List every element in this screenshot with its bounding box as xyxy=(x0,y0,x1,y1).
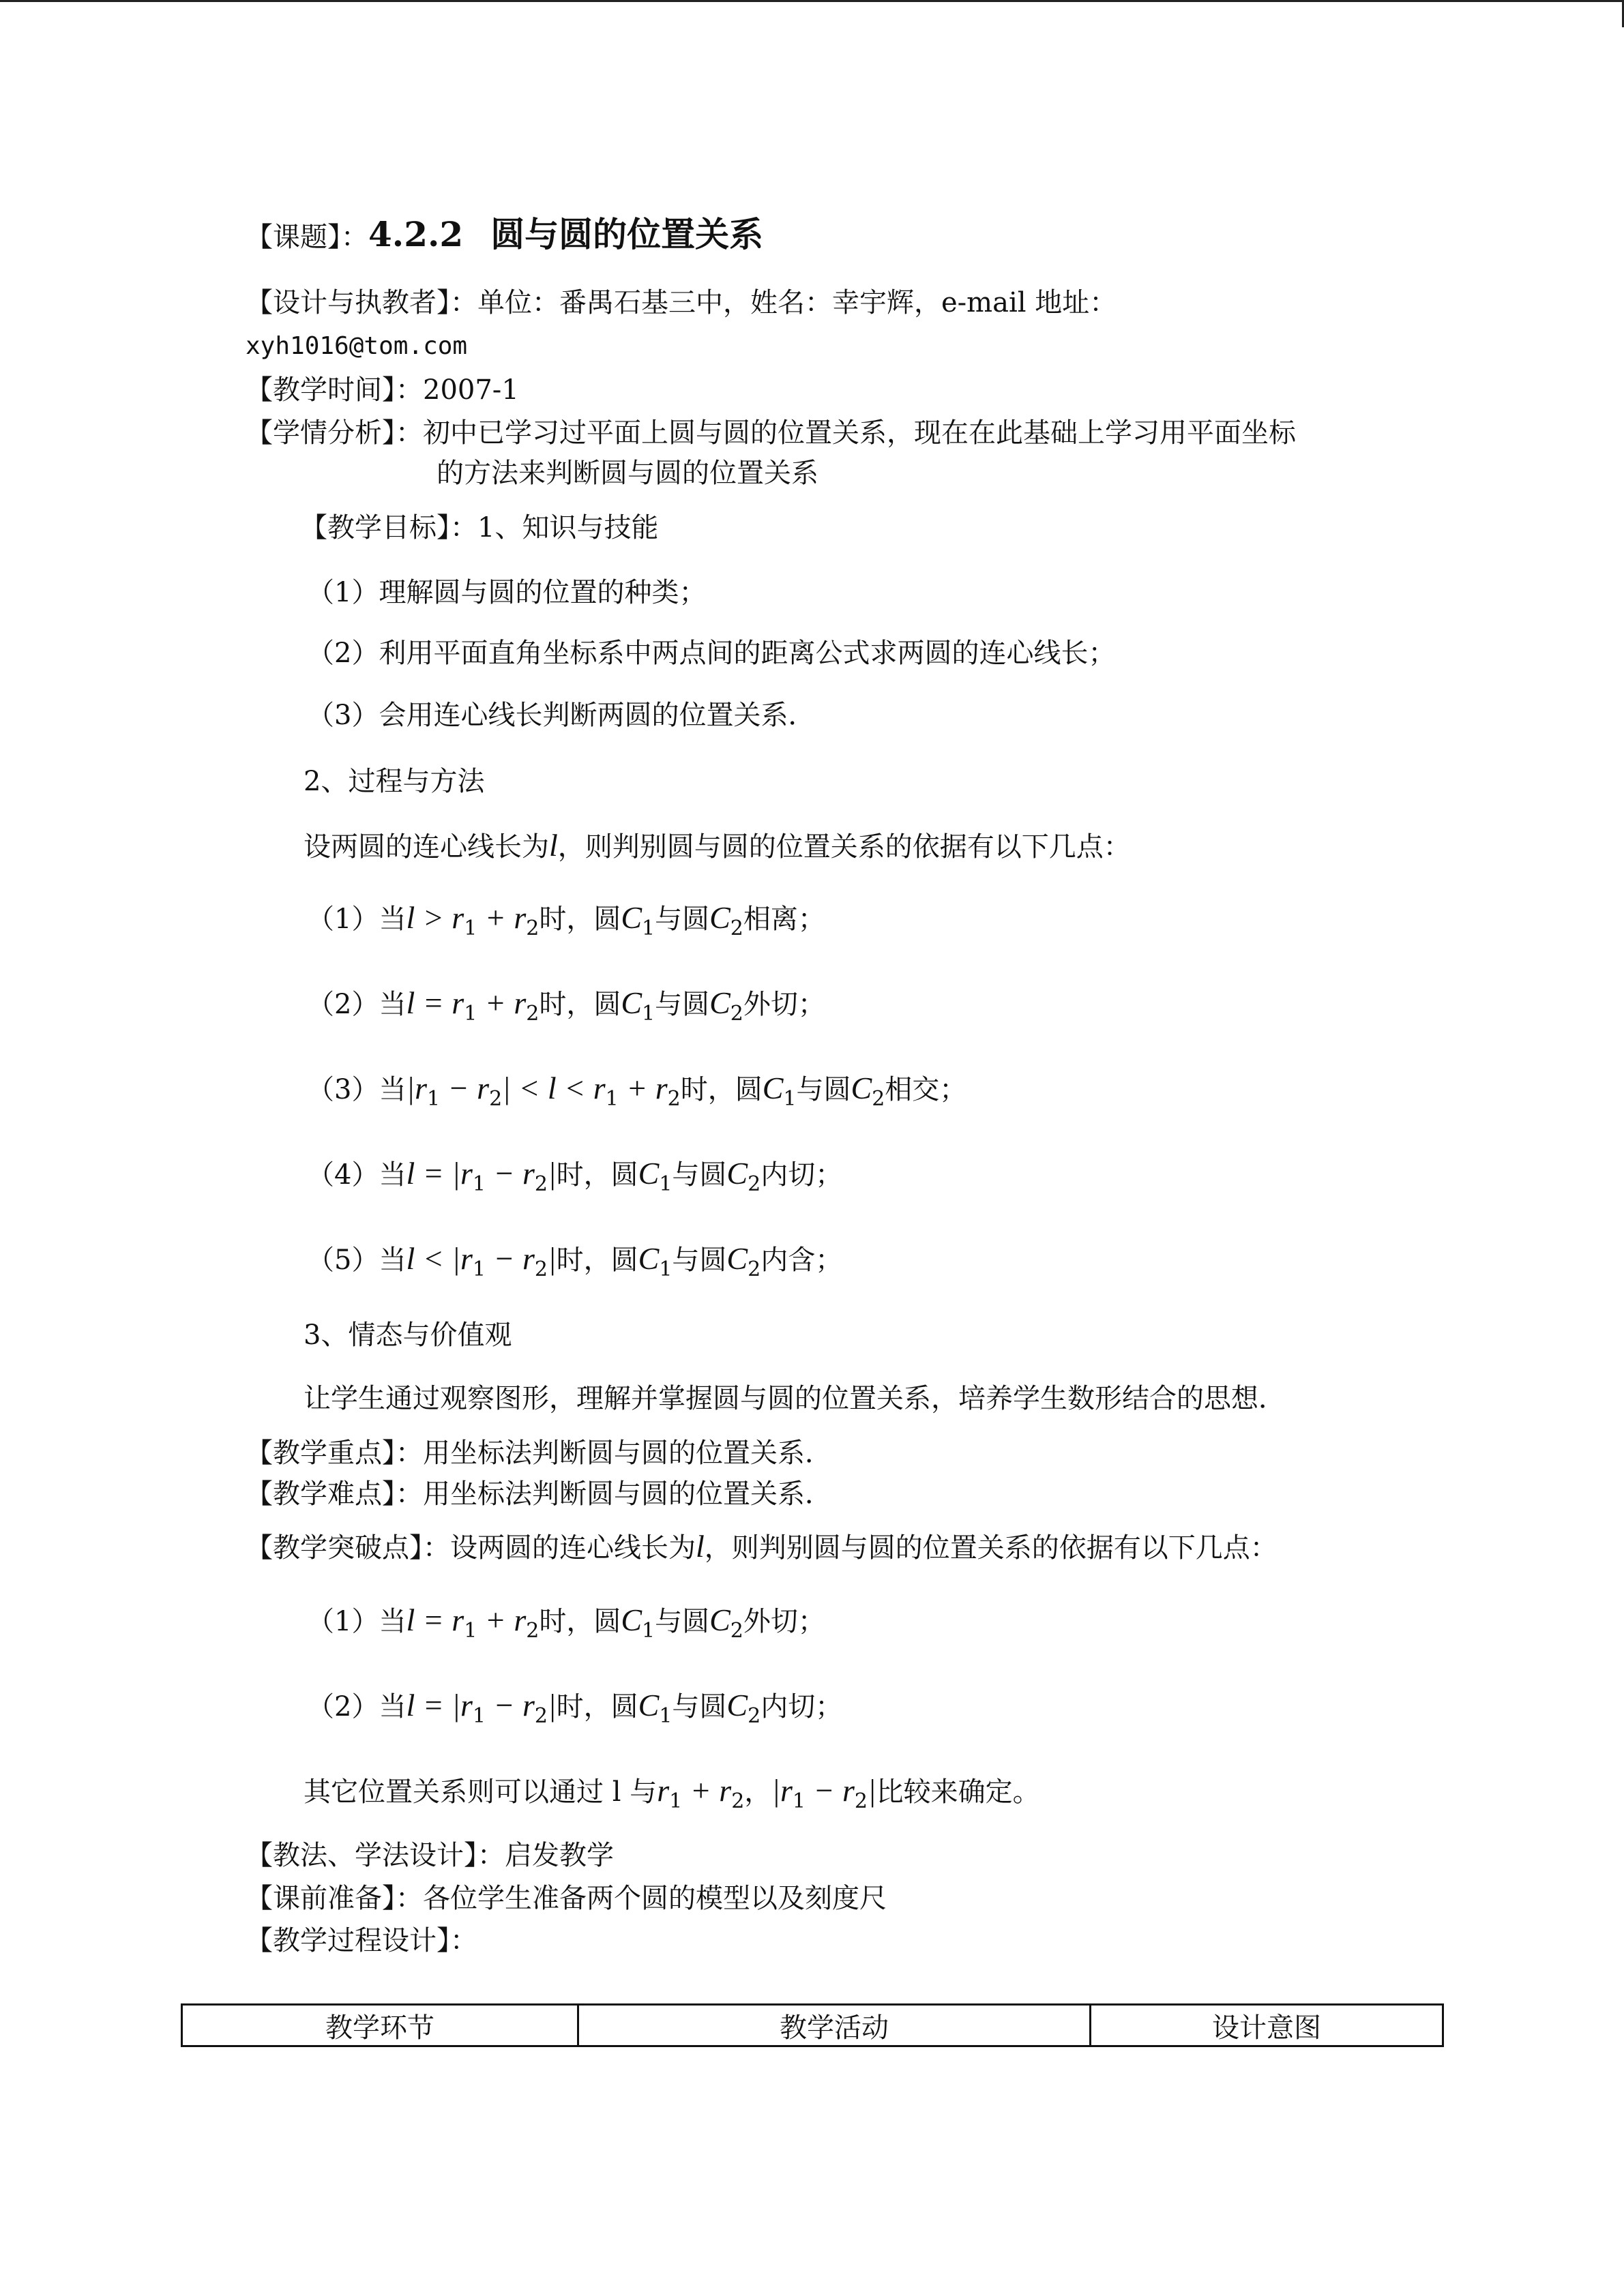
math-sub: 1 xyxy=(642,1619,655,1643)
process-design-label: 【教学过程设计】： xyxy=(246,1925,477,1956)
and-text: 与圆 xyxy=(672,1244,727,1276)
math-r: r xyxy=(477,1071,490,1105)
math-r: r xyxy=(593,1071,606,1105)
math-r: r xyxy=(460,1241,473,1276)
math-bar: | xyxy=(771,1773,780,1808)
math-r: r xyxy=(415,1071,428,1105)
teaching-time-line xyxy=(246,372,519,408)
process-title: 2、过程与方法 xyxy=(304,766,485,797)
condition-2 xyxy=(307,985,825,1032)
math-sub: 1 xyxy=(464,1002,477,1026)
condition-num: （1）当 xyxy=(307,1606,407,1637)
breakthrough-other xyxy=(304,1773,1040,1819)
condition-1 xyxy=(307,900,825,946)
knowledge-item-1: （1）理解圆与圆的位置的种类； xyxy=(307,577,707,608)
math-bar: | xyxy=(547,1241,557,1276)
math-op: = xyxy=(415,1688,452,1723)
relation-text: 内含； xyxy=(761,1244,843,1276)
math-l: l xyxy=(406,1156,415,1191)
math-bar: | xyxy=(502,1071,511,1105)
condition-num: （2）当 xyxy=(307,1691,407,1723)
math-op: > xyxy=(415,900,452,935)
math-sub: 2 xyxy=(730,916,743,940)
math-bar: | xyxy=(406,1071,415,1105)
and-text: 与圆 xyxy=(672,1691,727,1723)
math-bar: | xyxy=(547,1688,557,1723)
math-op: + xyxy=(477,985,514,1020)
math-sub: 1 xyxy=(464,1619,477,1643)
designer-text: 单位：番禺石基三中，姓名：幸宇辉，e-mail 地址： xyxy=(477,287,1117,318)
condition-3 xyxy=(307,1071,966,1117)
math-bar: | xyxy=(452,1156,460,1191)
math-bar: | xyxy=(452,1688,460,1723)
math-c: C xyxy=(621,1602,643,1637)
math-l: l xyxy=(406,900,415,935)
math-c: C xyxy=(621,900,643,935)
condition-num: （1）当 xyxy=(307,904,407,935)
math-sub: 2 xyxy=(748,1257,761,1281)
math-r: r xyxy=(460,1688,473,1723)
math-sub: 1 xyxy=(605,1087,619,1111)
math-c: C xyxy=(709,985,730,1020)
when-text: 时，圆 xyxy=(539,904,621,935)
math-sub: 2 xyxy=(534,1257,548,1281)
math-sub: 2 xyxy=(730,1002,743,1026)
math-op: < xyxy=(556,1071,593,1105)
condition-num: （5）当 xyxy=(307,1244,407,1276)
math-sub: 1 xyxy=(659,1704,673,1728)
designer-line xyxy=(246,285,1117,320)
math-c: C xyxy=(638,1241,660,1276)
math-op: = xyxy=(415,985,452,1020)
other-text-a: 其它位置关系则可以通过 l 与 xyxy=(304,1776,658,1808)
math-op: < xyxy=(510,1071,548,1105)
relation-text: 相离； xyxy=(743,904,825,935)
key-point-label: 【教学重点】： xyxy=(246,1437,423,1469)
math-sub: 2 xyxy=(489,1087,503,1111)
breakthrough-line xyxy=(246,1529,1278,1566)
topic-line xyxy=(246,214,764,255)
math-sub: 2 xyxy=(526,916,540,940)
math-r: r xyxy=(522,1241,535,1276)
math-c: C xyxy=(851,1071,872,1105)
designer-label: 【设计与执教者】： xyxy=(246,287,477,318)
math-op: − xyxy=(440,1071,477,1105)
math-op: + xyxy=(477,900,514,935)
process-table xyxy=(181,2003,1444,2047)
math-op: + xyxy=(477,1602,514,1637)
math-r: r xyxy=(514,1602,527,1637)
math-op: < xyxy=(415,1241,452,1276)
condition-4 xyxy=(307,1156,842,1202)
topic-number: 4.2.2 xyxy=(368,214,464,254)
math-c: C xyxy=(726,1241,748,1276)
math-sub: 2 xyxy=(534,1704,548,1728)
preparation-line xyxy=(246,1881,887,1916)
designer-email: xyh1016@tom.com xyxy=(246,332,468,360)
topic-title: 圆与圆的位置关系 xyxy=(490,214,764,254)
relation-text: 外切； xyxy=(743,989,825,1020)
breakthrough-intro-a: 设两圆的连心线长为 xyxy=(450,1532,696,1564)
method-text: 启发教学 xyxy=(505,1840,614,1871)
relation-text: 内切； xyxy=(761,1691,843,1723)
condition-5 xyxy=(307,1241,842,1287)
breakthrough-item-2 xyxy=(307,1688,842,1734)
math-r: r xyxy=(514,985,527,1020)
and-text: 与圆 xyxy=(672,1159,727,1191)
math-l: l xyxy=(406,1241,415,1276)
math-sub: 2 xyxy=(730,1619,743,1643)
objectives-label: 【教学目标】： xyxy=(300,512,477,543)
breakthrough-item-1 xyxy=(307,1602,825,1649)
math-op: − xyxy=(485,1688,522,1723)
math-r: r xyxy=(452,900,464,935)
preparation-text: 各位学生准备两个圆的模型以及刻度尺 xyxy=(423,1883,887,1914)
math-sub: 2 xyxy=(534,1172,548,1196)
condition-num: （4）当 xyxy=(307,1159,407,1191)
difficult-point-label: 【教学难点】： xyxy=(246,1478,423,1510)
objectives-line xyxy=(300,510,658,546)
difficult-point-line xyxy=(246,1476,832,1512)
math-sub: 1 xyxy=(642,916,655,940)
key-point-line xyxy=(246,1435,832,1471)
relation-text: 相交； xyxy=(885,1074,967,1105)
math-bar: | xyxy=(452,1241,460,1276)
when-text: 时，圆 xyxy=(556,1159,638,1191)
math-sub: 1 xyxy=(427,1087,441,1111)
teaching-time-value: 2007-1 xyxy=(423,374,519,406)
breakthrough-intro-b: ，则判别圆与圆的位置关系的依据有以下几点： xyxy=(704,1532,1278,1564)
math-op: − xyxy=(485,1241,522,1276)
math-op: + xyxy=(618,1071,655,1105)
l-symbol: l xyxy=(696,1529,705,1564)
math-sub: 2 xyxy=(667,1087,681,1111)
math-sub: 1 xyxy=(472,1704,486,1728)
method-line xyxy=(246,1838,614,1873)
knowledge-item-2: （2）利用平面直角坐标系中两点间的距离公式求两圆的连心线长； xyxy=(307,638,1116,669)
math-op: + xyxy=(682,1773,720,1808)
math-sub: 1 xyxy=(472,1257,486,1281)
key-point-text: 用坐标法判断圆与圆的位置关系． xyxy=(423,1437,832,1469)
math-r: r xyxy=(460,1156,473,1191)
when-text: 时，圆 xyxy=(539,989,621,1020)
and-text: 与圆 xyxy=(655,989,710,1020)
condition-num: （3）当 xyxy=(307,1074,407,1105)
math-c: C xyxy=(726,1688,748,1723)
math-bar: | xyxy=(547,1156,557,1191)
math-sub: 1 xyxy=(792,1789,806,1813)
math-r: r xyxy=(514,900,527,935)
math-sub: 1 xyxy=(783,1087,797,1111)
math-sub: 1 xyxy=(659,1172,673,1196)
analysis-line-1 xyxy=(246,415,1296,451)
math-l: l xyxy=(406,985,415,1020)
method-label: 【教法、学法设计】： xyxy=(246,1840,505,1871)
math-sub: 2 xyxy=(526,1002,540,1026)
math-sub: 1 xyxy=(472,1172,486,1196)
math-c: C xyxy=(638,1688,660,1723)
math-c: C xyxy=(762,1071,784,1105)
and-text: 与圆 xyxy=(655,904,710,935)
teaching-time-label: 【教学时间】： xyxy=(246,374,423,406)
process-intro-text-b: ，则判别圆与圆的位置关系的依据有以下几点： xyxy=(557,831,1131,863)
math-r: r xyxy=(522,1688,535,1723)
table-header-activity: 教学活动 xyxy=(578,2005,1091,2046)
math-l: l xyxy=(406,1602,415,1637)
difficult-point-text: 用坐标法判断圆与圆的位置关系． xyxy=(423,1478,832,1510)
math-r: r xyxy=(719,1773,732,1808)
math-c: C xyxy=(709,1602,730,1637)
math-sub: 1 xyxy=(464,916,477,940)
condition-num: （2）当 xyxy=(307,989,407,1020)
other-text-b: 比较来确定。 xyxy=(876,1776,1040,1808)
math-sub: 2 xyxy=(526,1619,540,1643)
page-top-border xyxy=(0,0,1624,2)
math-r: r xyxy=(452,1602,464,1637)
math-c: C xyxy=(621,985,643,1020)
l-symbol: l xyxy=(549,828,558,863)
when-text: 时，圆 xyxy=(556,1244,638,1276)
math-sub: 1 xyxy=(669,1789,683,1813)
math-r: r xyxy=(842,1773,855,1808)
relation-text: 外切； xyxy=(743,1606,825,1637)
math-l: l xyxy=(547,1071,557,1105)
when-text: 时，圆 xyxy=(556,1691,638,1723)
math-c: C xyxy=(726,1156,748,1191)
analysis-text-2: 的方法来判断圆与圆的位置关系 xyxy=(437,458,818,489)
attitude-title: 3、情态与价值观 xyxy=(304,1320,512,1351)
table-header-intent: 设计意图 xyxy=(1091,2005,1443,2046)
math-op: = xyxy=(415,1602,452,1637)
when-text: 时，圆 xyxy=(539,1606,621,1637)
math-r: r xyxy=(655,1071,668,1105)
topic-label: 【课题】： xyxy=(246,222,368,253)
math-sub: 2 xyxy=(872,1087,885,1111)
when-text: 时，圆 xyxy=(680,1074,763,1105)
and-text: 与圆 xyxy=(655,1606,710,1637)
analysis-label: 【学情分析】： xyxy=(246,417,423,449)
math-op: = xyxy=(415,1156,452,1191)
math-sub: 2 xyxy=(748,1704,761,1728)
comma: ， xyxy=(744,1776,772,1808)
math-op: − xyxy=(805,1773,842,1808)
math-r: r xyxy=(780,1773,793,1808)
breakthrough-label: 【教学突破点】： xyxy=(246,1532,450,1564)
table-header-row xyxy=(182,2005,1443,2046)
math-c: C xyxy=(638,1156,660,1191)
relation-text: 内切； xyxy=(761,1159,843,1191)
preparation-label: 【课前准备】： xyxy=(246,1883,423,1914)
math-r: r xyxy=(657,1773,670,1808)
process-intro-text-a: 设两圆的连心线长为 xyxy=(304,831,549,863)
math-r: r xyxy=(452,985,464,1020)
knowledge-title: 1、知识与技能 xyxy=(477,512,659,543)
process-intro xyxy=(304,828,1131,865)
math-l: l xyxy=(406,1688,415,1723)
attitude-text: 让学生通过观察图形，理解并掌握圆与圆的位置关系，培养学生数形结合的思想． xyxy=(304,1383,1286,1414)
math-sub: 1 xyxy=(642,1002,655,1026)
math-sub: 1 xyxy=(659,1257,673,1281)
math-sub: 2 xyxy=(854,1789,868,1813)
math-bar: | xyxy=(867,1773,876,1808)
analysis-text-1: 初中已学习过平面上圆与圆的位置关系，现在在此基础上学习用平面坐标 xyxy=(423,417,1296,449)
and-text: 与圆 xyxy=(796,1074,851,1105)
knowledge-item-3: （3）会用连心线长判断两圆的位置关系． xyxy=(307,700,816,731)
math-sub: 2 xyxy=(731,1789,745,1813)
table-header-stage: 教学环节 xyxy=(182,2005,578,2046)
math-r: r xyxy=(522,1156,535,1191)
math-sub: 2 xyxy=(748,1172,761,1196)
math-op: − xyxy=(485,1156,522,1191)
math-c: C xyxy=(709,900,730,935)
